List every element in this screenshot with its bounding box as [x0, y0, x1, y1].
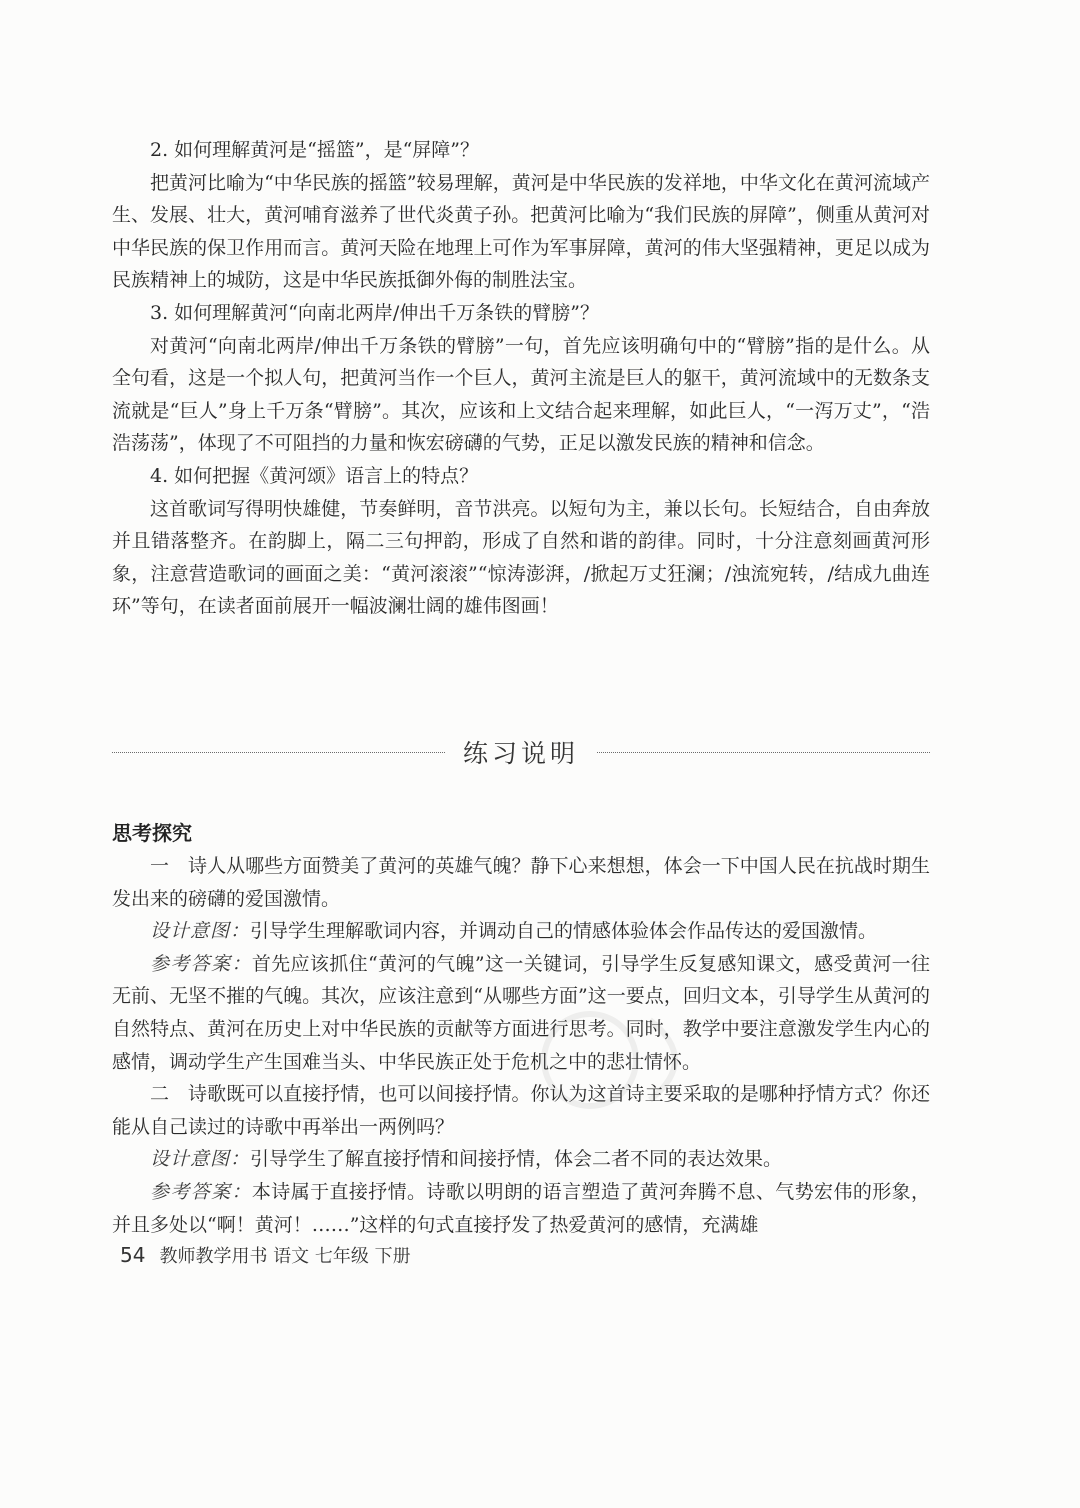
exercise-text: 一 诗人从哪些方面赞美了黄河的英雄气魄？静下心来想想，体会一下中国人民在抗战时期生发出来的磅礴的爱国激情。: [112, 855, 930, 910]
question-4: 4. 如何把握《黄河颂》语言上的特点？: [150, 464, 479, 487]
reference-answer-label: 参考答案：: [150, 1180, 252, 1203]
design-intent-text: 引导学生了解直接抒情和间接抒情，体会二者不同的表达效果。: [250, 1148, 783, 1171]
design-intent-label: 设计意图：: [150, 920, 251, 943]
answer-2: 把黄河比喻为“中华民族的摇篮”较易理解，黄河是中华民族的发祥地，中华文化在黄河流域产生、发展、壮大，黄河哺育滋养了世代炎黄子孙。把黄河比喻为“我们民族的屏障”，侧重从黄河对中华民族的保卫作用而言。黄河天险在地理上可作为军事屏障，黄河的伟大坚强精神，更足以成为民族精神上的城防，这是中华民族抵御外侮的制胜法宝。: [112, 171, 930, 292]
exercise-heading: 思考探究: [112, 821, 192, 845]
reference-answer-label: 参考答案：: [150, 952, 252, 975]
page-footer: [120, 1242, 411, 1268]
reference-answer-text: 首先应该抓住“黄河的气魄”这一关键词，引导学生反复感知课文，感受黄河一往无前、无坚不摧的气魄。其次，应该注意到“从哪些方面”这一要点，回归文本，引导学生从黄河的自然特点、黄河在历史上对中华民族的贡献等方面进行思考。同时，教学中要注意激发学生内心的感情，调动学生产生国难当头、中华民族正处于危机之中的悲壮情怀。: [112, 952, 930, 1073]
exercise-text: 二 诗歌既可以直接抒情，也可以间接抒情。你认为这首诗主要采取的是哪种抒情方式？你还能从自己读过的诗歌中再举出一两例吗？: [112, 1083, 930, 1138]
design-intent-label: 设计意图：: [150, 1148, 251, 1171]
answer-4: 这首歌词写得明快雄健，节奏鲜明，音节洪亮。以短句为主，兼以长句。长短结合，自由奔放并且错落整齐。在韵脚上，隔二三句押韵，形成了自然和谐的韵律。同时，十分注意刻画黄河形象，注意营造歌词的画面之美：“黄河滚滚”“惊涛澎湃，/掀起万丈狂澜；/浊流宛转，/结成九曲连环”等句，在读者面前展开一幅波澜壮阔的雄伟图画！: [112, 497, 930, 618]
faint-watermark-icon: [530, 1000, 730, 1120]
exercise-2-reference-answer: [112, 1176, 930, 1241]
design-intent-text: 引导学生理解歌词内容，并调动自己的情感体验体会作品传达的爱国激情。: [250, 920, 878, 943]
question-2: 2. 如何理解黄河是“摇篮”，是“屏障”？: [150, 139, 480, 161]
divider-title: 练习说明: [463, 739, 580, 768]
exercise-2-design-intent: [112, 1143, 930, 1176]
section-divider: [112, 732, 930, 772]
section-analysis: [112, 134, 930, 623]
exercise-1-question: [112, 850, 930, 915]
divider-line-left: [112, 752, 445, 753]
section-exercises: [112, 818, 930, 1241]
exercise-2-question: [112, 1078, 930, 1143]
reference-answer-text: 本诗属于直接抒情。诗歌以明朗的语言塑造了黄河奔腾不息、气势宏伟的形象，并且多处以“啊！黄河！……”这样的句式直接抒发了热爱黄河的感情，充满雄: [112, 1180, 930, 1236]
question-3: 3. 如何理解黄河“向南北两岸/伸出千万条铁的臂膀”？: [150, 301, 599, 324]
exercise-1-design-intent: [112, 915, 930, 948]
exercise-1-reference-answer: [112, 948, 930, 1078]
book-title: 教师教学用书 语文 七年级 下册: [159, 1246, 411, 1267]
page-number: 54: [120, 1243, 146, 1267]
divider-line-right: [597, 752, 930, 753]
answer-3: 对黄河“向南北两岸/伸出千万条铁的臂膀”一句，首先应该明确句中的“臂膀”指的是什么。从全句看，这是一个拟人句，把黄河当作一个巨人，黄河主流是巨人的躯干，黄河流域中的无数条支流就是“巨人”身上千万条“臂膀”。其次，应该和上文结合起来理解，如此巨人，“一泻万丈”，“浩浩荡荡”，体现了不可阻挡的力量和恢宏磅礴的气势，正足以激发民族的精神和信念。: [112, 334, 930, 455]
